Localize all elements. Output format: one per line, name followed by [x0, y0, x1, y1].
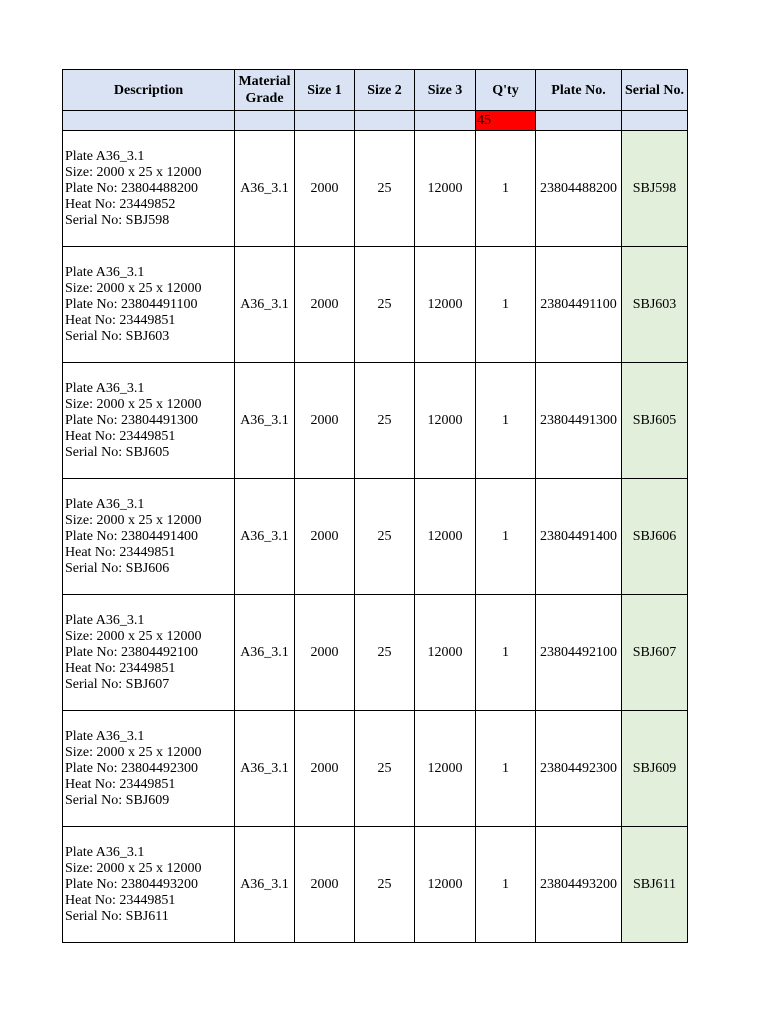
header-material-grade-line2: Grade	[245, 91, 284, 106]
filter-cell[interactable]	[63, 111, 235, 131]
size2-cell[interactable]: 25	[355, 363, 415, 479]
description-line: Size: 2000 x 25 x 12000	[65, 164, 202, 180]
description-line: Heat No: 23449851	[65, 660, 176, 676]
description-line: Plate A36_3.1	[65, 612, 145, 628]
size1-cell[interactable]: 2000	[295, 595, 355, 711]
header-qty[interactable]: Q'ty	[476, 70, 536, 111]
size3-cell[interactable]: 12000	[415, 363, 476, 479]
plate-no-cell[interactable]: 23804493200	[536, 827, 622, 943]
plate-no-cell[interactable]: 23804488200	[536, 131, 622, 247]
table-row	[63, 363, 688, 479]
description-line: Size: 2000 x 25 x 12000	[65, 744, 202, 760]
serial-no-cell[interactable]: SBJ605	[622, 363, 688, 479]
header-description[interactable]: Description	[63, 70, 235, 111]
description-cell[interactable]	[63, 595, 235, 711]
filter-cell[interactable]	[295, 111, 355, 131]
qty-cell[interactable]: 1	[476, 711, 536, 827]
material-grade-cell[interactable]: A36_3.1	[235, 595, 295, 711]
material-grade-cell[interactable]: A36_3.1	[235, 479, 295, 595]
size2-cell[interactable]: 25	[355, 711, 415, 827]
material-grade-cell[interactable]: A36_3.1	[235, 247, 295, 363]
size2-cell[interactable]: 25	[355, 247, 415, 363]
serial-no-cell[interactable]: SBJ603	[622, 247, 688, 363]
size1-cell[interactable]: 2000	[295, 711, 355, 827]
header-material-grade[interactable]	[235, 70, 295, 111]
table-body	[63, 131, 688, 943]
description-line: Plate A36_3.1	[65, 380, 145, 396]
description-cell[interactable]	[63, 711, 235, 827]
description-line: Size: 2000 x 25 x 12000	[65, 396, 202, 412]
description-line: Plate No: 23804492100	[65, 644, 198, 660]
size2-cell[interactable]: 25	[355, 595, 415, 711]
serial-no-cell[interactable]: SBJ609	[622, 711, 688, 827]
description-line: Plate No: 23804493200	[65, 876, 198, 892]
filter-cell[interactable]	[622, 111, 688, 131]
serial-no-cell[interactable]: SBJ606	[622, 479, 688, 595]
description-line: Heat No: 23449851	[65, 312, 176, 328]
plate-no-cell[interactable]: 23804492300	[536, 711, 622, 827]
qty-cell[interactable]: 1	[476, 595, 536, 711]
filter-cell[interactable]	[235, 111, 295, 131]
description-cell[interactable]	[63, 131, 235, 247]
filter-cell[interactable]	[415, 111, 476, 131]
size3-cell[interactable]: 12000	[415, 827, 476, 943]
plate-no-cell[interactable]: 23804491100	[536, 247, 622, 363]
header-row	[63, 70, 688, 111]
description-line: Plate A36_3.1	[65, 728, 145, 744]
qty-cell[interactable]: 1	[476, 131, 536, 247]
filter-row	[63, 111, 688, 131]
description-line: Serial No: SBJ603	[65, 328, 170, 344]
description-line: Plate No: 23804491300	[65, 412, 198, 428]
description-line: Plate No: 23804491100	[65, 296, 198, 312]
table-row	[63, 131, 688, 247]
size1-cell[interactable]: 2000	[295, 479, 355, 595]
description-line: Size: 2000 x 25 x 12000	[65, 280, 202, 296]
description-line: Plate A36_3.1	[65, 496, 145, 512]
description-line: Plate No: 23804492300	[65, 760, 198, 776]
qty-cell[interactable]: 1	[476, 247, 536, 363]
description-cell[interactable]	[63, 479, 235, 595]
qty-cell[interactable]: 1	[476, 479, 536, 595]
material-grade-cell[interactable]: A36_3.1	[235, 711, 295, 827]
description-line: Heat No: 23449852	[65, 196, 176, 212]
serial-no-cell[interactable]: SBJ607	[622, 595, 688, 711]
description-line: Serial No: SBJ605	[65, 444, 170, 460]
description-line: Heat No: 23449851	[65, 776, 176, 792]
description-line: Serial No: SBJ611	[65, 908, 169, 924]
description-cell[interactable]	[63, 247, 235, 363]
size3-cell[interactable]: 12000	[415, 595, 476, 711]
material-grade-cell[interactable]: A36_3.1	[235, 131, 295, 247]
size2-cell[interactable]: 25	[355, 479, 415, 595]
size1-cell[interactable]: 2000	[295, 247, 355, 363]
description-line: Heat No: 23449851	[65, 892, 176, 908]
header-material-grade-line1: Material	[238, 74, 291, 89]
description-line: Heat No: 23449851	[65, 544, 176, 560]
table-row	[63, 595, 688, 711]
filter-cell[interactable]	[355, 111, 415, 131]
size2-cell[interactable]: 25	[355, 827, 415, 943]
header-size2[interactable]: Size 2	[355, 70, 415, 111]
description-cell[interactable]	[63, 827, 235, 943]
header-size3[interactable]: Size 3	[415, 70, 476, 111]
size3-cell[interactable]: 12000	[415, 479, 476, 595]
table-row	[63, 247, 688, 363]
size2-cell[interactable]: 25	[355, 131, 415, 247]
size3-cell[interactable]: 12000	[415, 131, 476, 247]
description-line: Size: 2000 x 25 x 12000	[65, 860, 202, 876]
serial-no-cell[interactable]: SBJ611	[622, 827, 688, 943]
plate-table	[62, 69, 688, 943]
description-line: Serial No: SBJ607	[65, 676, 170, 692]
description-line: Serial No: SBJ606	[65, 560, 170, 576]
description-line: Size: 2000 x 25 x 12000	[65, 628, 202, 644]
size1-cell[interactable]: 2000	[295, 827, 355, 943]
header-serial-no[interactable]: Serial No.	[622, 70, 688, 111]
filter-cell[interactable]	[536, 111, 622, 131]
material-grade-cell[interactable]: A36_3.1	[235, 363, 295, 479]
description-line: Serial No: SBJ598	[65, 212, 170, 228]
header-plate-no[interactable]: Plate No.	[536, 70, 622, 111]
qty-cell[interactable]: 1	[476, 363, 536, 479]
table-row	[63, 827, 688, 943]
size3-cell[interactable]: 12000	[415, 711, 476, 827]
header-size1[interactable]: Size 1	[295, 70, 355, 111]
description-line: Heat No: 23449851	[65, 428, 176, 444]
plate-no-cell[interactable]: 23804491300	[536, 363, 622, 479]
description-line: Plate No: 23804491400	[65, 528, 198, 544]
description-line: Plate A36_3.1	[65, 844, 145, 860]
description-cell[interactable]	[63, 363, 235, 479]
description-line: Plate No: 23804488200	[65, 180, 198, 196]
description-line: Plate A36_3.1	[65, 148, 145, 164]
qty-cell[interactable]: 1	[476, 827, 536, 943]
table-row	[63, 711, 688, 827]
plate-no-cell[interactable]: 23804491400	[536, 479, 622, 595]
description-line: Size: 2000 x 25 x 12000	[65, 512, 202, 528]
description-line: Serial No: SBJ609	[65, 792, 170, 808]
size1-cell[interactable]: 2000	[295, 363, 355, 479]
size3-cell[interactable]: 12000	[415, 247, 476, 363]
serial-no-cell[interactable]: SBJ598	[622, 131, 688, 247]
description-line: Plate A36_3.1	[65, 264, 145, 280]
table-row	[63, 479, 688, 595]
plate-no-cell[interactable]: 23804492100	[536, 595, 622, 711]
material-grade-cell[interactable]: A36_3.1	[235, 827, 295, 943]
qty-total-cell[interactable]: 45	[476, 111, 536, 131]
size1-cell[interactable]: 2000	[295, 131, 355, 247]
